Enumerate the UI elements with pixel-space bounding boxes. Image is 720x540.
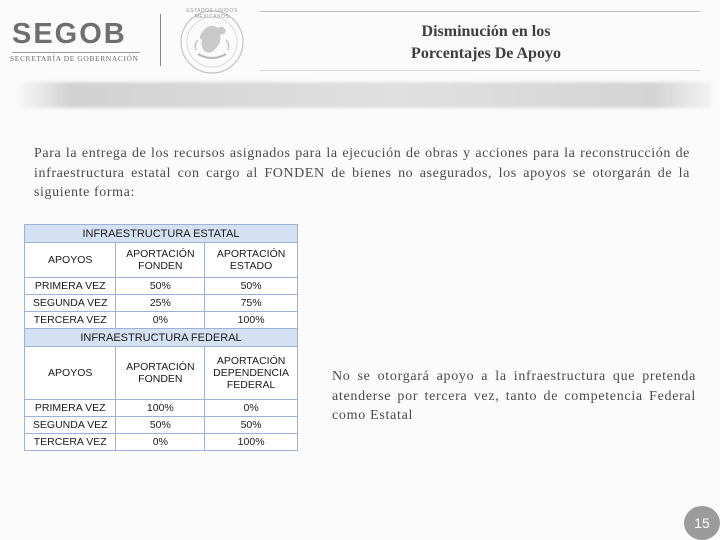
header-rule-top	[260, 11, 700, 12]
note-paragraph: No se otorgará apoyo a la infraestructura que pretenda atenderse por tercera vez, tanto de competencia Federal como Estatal	[332, 369, 696, 423]
table-header-row	[25, 243, 298, 278]
table-row	[25, 278, 298, 295]
table-section-header	[25, 225, 298, 243]
table-row	[25, 400, 298, 417]
header-divider	[160, 14, 161, 66]
seal-text: ESTADOS UNIDOS MEXICANOS	[186, 8, 238, 20]
cell-dependencia: 100%	[205, 434, 298, 451]
cell-dependencia: 50%	[205, 417, 298, 434]
rates-table	[24, 224, 298, 451]
cell-dependencia: 0%	[205, 400, 298, 417]
intro-paragraph: Para la entrega de los recursos asignados para la ejecución de obras y acciones para la reconstrucción de infraestructura estatal con cargo al FONDEN de bienes no asegurados, los apoyos se otorgarán de la siguiente forma:	[34, 146, 690, 200]
cell-fonden: 100%	[116, 400, 205, 417]
cell-fonden: 50%	[116, 417, 205, 434]
table-row	[25, 417, 298, 434]
logo-underline	[12, 52, 140, 53]
table-header-row	[25, 347, 298, 400]
table-section-header	[25, 329, 298, 347]
section-title-federal: INFRAESTRUCTURA FEDERAL	[25, 329, 298, 347]
logo-subtitle: SECRETARÍA DE GOBERNACIÓN	[10, 54, 139, 63]
row-label: TERCERA VEZ	[25, 312, 116, 329]
header-apoyos: APOYOS	[25, 347, 116, 400]
row-label: PRIMERA VEZ	[25, 400, 116, 417]
row-label: TERCERA VEZ	[25, 434, 116, 451]
segob-logo: SEGOB	[12, 18, 127, 50]
header-rule-bottom	[260, 70, 700, 71]
row-label: SEGUNDA VEZ	[25, 295, 116, 312]
row-label: SEGUNDA VEZ	[25, 417, 116, 434]
cell-estado: 50%	[205, 278, 298, 295]
decorative-band	[14, 82, 712, 108]
header-aportacion-estado: APORTACIÓN ESTADO	[205, 243, 298, 278]
header-aportacion-dependencia-federal: APORTACIÓN DEPENDENCIA FEDERAL	[205, 347, 298, 400]
support-percentages-table	[24, 224, 298, 452]
header-aportacion-fonden: APORTACIÓN FONDEN	[116, 347, 205, 400]
page-title	[352, 21, 620, 65]
row-label: PRIMERA VEZ	[25, 278, 116, 295]
cell-fonden: 0%	[116, 312, 205, 329]
header-apoyos: APOYOS	[25, 243, 116, 278]
title-line-1: Disminución en los	[421, 23, 551, 40]
header-aportacion-fonden: APORTACIÓN FONDEN	[116, 243, 205, 278]
cell-estado: 75%	[205, 295, 298, 312]
cell-fonden: 50%	[116, 278, 205, 295]
table-row	[25, 434, 298, 451]
table-row	[25, 295, 298, 312]
title-line-2: Porcentajes De Apoyo	[411, 45, 561, 62]
cell-estado: 100%	[205, 312, 298, 329]
cell-fonden: 0%	[116, 434, 205, 451]
national-seal	[172, 4, 252, 76]
table-row	[25, 312, 298, 329]
cell-fonden: 25%	[116, 295, 205, 312]
page-number-badge: 15	[684, 506, 720, 540]
section-title-estatal: INFRAESTRUCTURA ESTATAL	[25, 225, 298, 243]
